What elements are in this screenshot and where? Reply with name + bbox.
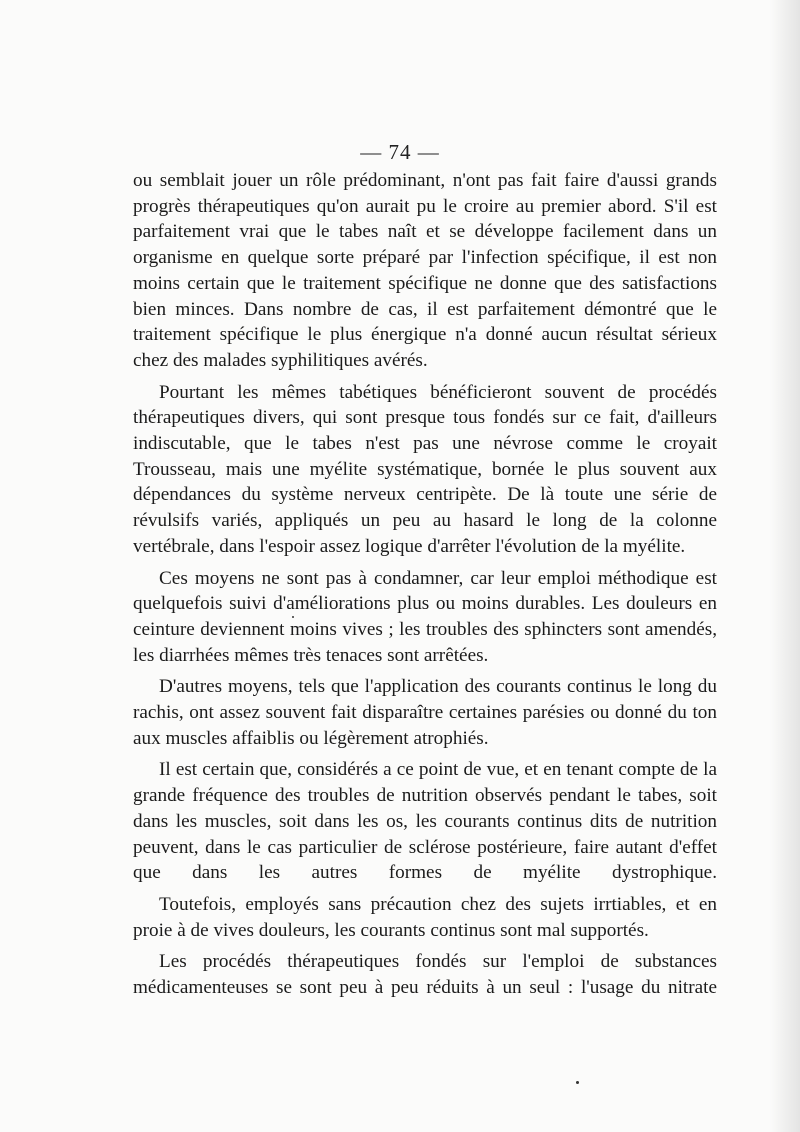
paragraph: D'autres moyens, tels que l'application des courants continus le long du rachis, ont assez souvent fait disparaître certaines parésies ou donné du ton aux muscles affaiblis ou légèrement atrophiés.: [133, 676, 717, 749]
paragraph: ou semblait jouer un rôle prédominant, n'ont pas fait faire d'aussi grands progrès thérapeutiques qu'on aurait pu le croire au premier abord. S'il est parfaitement vrai que le tabes naît et se développe facilement dans un organisme en quelque sorte préparé par l'infection spécifique, il est non moins certain que le traitement spécifique ne donne que des satisfactions bien minces. Dans nombre de cas, il est parfaitement démontré que le traitement spécifique le plus énergique n'a donné aucun résultat sérieux chez des malades syphilitiques avérés.: [133, 170, 717, 371]
page-edge-shadow: [770, 0, 800, 1132]
ink-speck: [576, 1081, 579, 1084]
paragraph: Pourtant les mêmes tabétiques bénéficieront souvent de procédés thérapeutiques divers, qui sont presque tous fondés sur ce fait, d'ailleurs indiscutable, que le tabes n'est pas une névrose comme le croyait Trousseau, mais une myélite systématique, bornée le plus souvent aux dépendances du système nerveux centripète. De là toute une série de révulsifs variés, appliqués un peu au hasard le long de la colonne vertébrale, dans l'espoir assez logique d'arrêter l'évolution de la myélite.: [133, 381, 717, 557]
body-text: [133, 168, 717, 1001]
paragraph: Il est certain que, considérés a ce point de vue, et en tenant compte de la grande fréquence des troubles de nutrition observés pendant le tabes, soit dans les muscles, soit dans les os, les courants continus dits de nutrition peuvent, dans le cas particulier de sclérose postérieure, faire autant d'effet que dans les autres formes de myélite dystrophique.: [133, 759, 717, 884]
ink-speck: [292, 616, 294, 618]
paragraph: Les procédés thérapeutiques fondés sur l'emploi de substances médicamenteuses se sont peu à peu réduits à un seul : l'usage du nitrate: [133, 951, 717, 999]
page-number: — 74 —: [360, 140, 440, 164]
paragraph: Ces moyens ne sont pas à condamner, car leur emploi méthodique est quelquefois suivi d'améliorations plus ou moins durables. Les douleurs en ceinture deviennent moins vives ; les troubles des sphincters sont amendés, les diarrhées mêmes très tenaces sont arrêtées.: [133, 567, 717, 666]
paragraph: Toutefois, employés sans précaution chez des sujets irrtiables, et en proie à de vives douleurs, les courants continus sont mal supportés.: [133, 893, 717, 941]
